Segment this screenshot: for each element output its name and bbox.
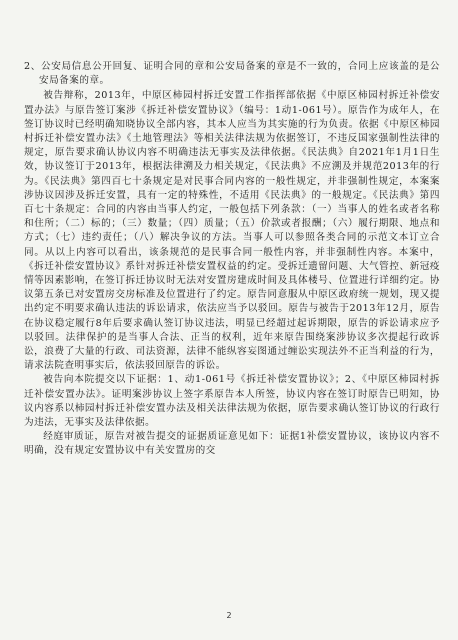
cross-examination-paragraph: 经庭审质证，原告对被告提交的证据质证意见如下：证据1补偿安置协议，该协议内容不明确，没有规定安置协议中有关安置房的交 — [24, 431, 440, 457]
defendant-evidence-paragraph: 被告向本院提交以下证据：1、动1-061号《拆迁补偿安置协议》；2、《中原区柿园村拆迁补偿安置办法》。证明案涉协议上签字系原告本人所签，协议内容在签订时原告已明知，协议内容系以柿园村拆迁补偿安置办法及相关法律法规为依据，原告要求确认签订协议的行政行为违法，无事实及法律依据。 — [24, 374, 440, 429]
evidence-item-2: 2、公安局信息公开回复、证明合同的章和公安局备案的章是不一致的，合同上应该盖的是公安局备案的章。 — [24, 61, 440, 87]
defendant-argument-paragraph: 被告辩称，2013年，中原区柿园村拆迁安置工作指挥部依据《中原区柿园村拆迁补偿安置办法》与原告签订案涉《拆迁补偿安置协议》（编号：1动1-061号）。原告作为成年人，在签订协议时已经明确知晓协议全部内容，其本人应当为其实施的行为负责。依据《中原区柿园村拆迁补偿安置办法》《土地管理法》等相关法律法规为依据签订，不违反国家强制性法律的规定，原告要求确认协议内容不明确违法无事实及法律依据。《民法典》自2021年1月1日生效，协议签订于2013年，根据法律溯及力相关规定，《民法典》不应溯及并规范2013年的行为。《民法典》第四百七十条规定是对民事合同内容的一般性规定，并非强制性规定，本案案涉协议因涉及拆迁安置，具有一定的特殊性，不适用《民法典》的一般规定。《民法典》第四百七十条规定：合同的内容由当事人约定，一般包括下列条款：（一）当事人的姓名或者名称和住所；（二）标的；（三）数量；（四）质量；（五）价款或者报酬；（六）履行期限、地点和方式；（七）违约责任；（八）解决争议的方法。当事人可以参照各类合同的示范文本订立合同。从以上内容可以看出，该条规范的是民事合同一般性内容，并非强制性内容。本案中，《拆迁补偿安置协议》系针对拆迁补偿安置权益的约定。受拆迁遗留问题、大气管控、新冠疫情等因素影响，在签订拆迁协议时无法对安置房建成时间及具体楼号、位置进行详细约定。协议第五条已对安置房交房标准及位置进行了约定。原告同意服从中原区政府统一规划，现又提出约定不明要求确认违法的诉讼请求，依法应当予以驳回。原告与被告于2013年12月，原告在协议稳定履行8年后要求确认签订协议违法，明显已经超过起诉期限，原告的诉讼请求应予以驳回。法律保护的是当事人合法、正当的权利，近年来原告围绕案涉协议多次提起行政诉讼，浪费了大量的行政、司法资源，法律不能纵容妄图通过缠讼实现法外不正当利益的行为，请求法院查明事实后，依法驳回原告的诉讼。 — [24, 90, 440, 372]
document-body — [24, 60, 440, 459]
page-number: 2 — [226, 611, 232, 620]
